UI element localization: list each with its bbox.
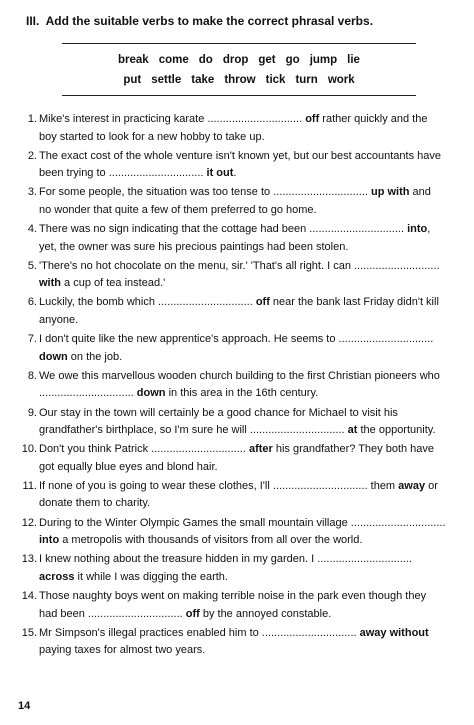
sentence-text: paying taxes for almost two years. (39, 644, 206, 657)
sentence-text: For some people, the situation was too tense to ............................... (39, 186, 371, 199)
exercise-item (18, 221, 446, 256)
exercise-item (18, 515, 446, 550)
sentence-text: a metropolis with thousands of visitors from all over the world. (59, 534, 363, 547)
sentence-text: Don't you think Patrick ............................... (39, 443, 249, 456)
particle-text: across (39, 570, 75, 583)
word-box-word: drop (222, 54, 249, 66)
particle-text: away (398, 479, 426, 492)
word-box-word: throw (224, 74, 256, 86)
exercise-item (18, 478, 446, 513)
exercise-item (18, 405, 446, 440)
exercise-item-number: 8. (27, 369, 37, 382)
particle-text: it out (206, 167, 234, 180)
exercise-item (18, 258, 446, 293)
sentence-text: Mike's interest in practicing karate ............................... (39, 113, 306, 125)
particle-text: down (136, 387, 166, 400)
exercise-heading (26, 14, 373, 28)
sentence-text: Our stay in the town will certainly be a good chance for Michael to visit his grandfather's birthplace, so I'm sure he will ............................... (39, 406, 398, 437)
sentence-text: rather quickly and the boy started to look for a new hobby to take up. (39, 113, 428, 143)
exercise-item-number: 13. (21, 553, 37, 566)
sentence-text: his grandfather? They both have got equally blue eyes and blond hair. (39, 443, 435, 473)
word-box-word: work (327, 74, 355, 86)
exercise-item-number: 10. (21, 443, 37, 456)
exercise-item-number: 6. (27, 296, 37, 309)
sentence-text: There was no sign indicating that the cottage had been ............................... (39, 223, 408, 236)
exercise-item (18, 441, 446, 476)
sentence-text: and no wonder that quite a few of them preferred to go home. (39, 186, 431, 216)
sentence-text: by the annoyed constable. (199, 607, 332, 620)
sentence-text: 'There's no hot chocolate on the menu, sir.' 'That's all right. I can ............................ (39, 259, 440, 272)
page-number: 14 (18, 700, 31, 712)
exercise-item (18, 588, 446, 623)
word-box-word: turn (295, 74, 318, 86)
exercise-item-number: 7. (27, 333, 37, 346)
exercise-item (18, 331, 446, 366)
exercise-item (18, 551, 446, 586)
exercise-item-number: 2. (27, 149, 37, 162)
exercise-item-number: 4. (27, 223, 37, 236)
exercise-item (18, 625, 446, 660)
word-box-word: lie (347, 54, 360, 66)
word-box-word: tick (265, 74, 286, 86)
word-box-word: settle (151, 74, 182, 86)
exercise-item (18, 184, 446, 219)
sentence-text: in this area in the 16th century. (165, 387, 319, 400)
exercise-item-number: 12. (21, 516, 37, 529)
exercise-item (18, 368, 446, 403)
sentence-text: Mr Simpson's illegal practices enabled him to ............................... (39, 626, 360, 639)
sentence-text: The exact cost of the whole venture isn't known yet, but our best accountants have been trying to ............................... (39, 149, 441, 180)
exercise-item-number: 11. (22, 479, 37, 492)
sentence-text: near the bank last Friday didn't kill anyone. (39, 296, 439, 327)
particle-text: with (39, 277, 61, 290)
word-box-word: put (123, 74, 142, 86)
exercise-item-number: 9. (27, 406, 37, 419)
word-box-word: go (285, 54, 300, 66)
sentence-text: . (233, 167, 237, 180)
word-box-word: come (158, 54, 189, 66)
word-box-word: take (191, 74, 215, 86)
exercise-item-number: 14. (21, 589, 37, 602)
exercise-item-number: 15. (21, 626, 37, 639)
word-box-top-rule (62, 43, 416, 44)
word-box-row-2 (62, 74, 416, 86)
word-box-bottom-rule (62, 95, 416, 96)
exercise-item-number: 3. (27, 186, 37, 199)
exercise-item-number: 1. (27, 113, 37, 125)
word-box-word: get (258, 54, 276, 66)
exercise-list (18, 111, 446, 661)
sentence-text: If none of you is going to wear these clothes, I'll ............................... them (39, 479, 399, 492)
sentence-text: on the job. (67, 350, 123, 363)
sentence-text: I don't quite like the new apprentice's approach. He seems to ............................... (39, 333, 434, 346)
particle-text: off (255, 296, 270, 309)
particle-text: off (305, 113, 320, 125)
exercise-item (18, 148, 446, 183)
particle-text: up with (371, 186, 410, 199)
word-box-word: do (198, 54, 213, 66)
particle-text: after (248, 443, 273, 456)
particle-text: into (39, 534, 60, 547)
particle-text: away without (359, 626, 429, 639)
exercise-item (18, 111, 446, 146)
word-box-word: break (118, 54, 149, 66)
particle-text: off (185, 607, 200, 620)
particle-text: into (407, 223, 428, 236)
sentence-text: , yet, the owner was sure his precious paintings had been stolen. (39, 223, 431, 253)
particle-text: down (39, 350, 68, 363)
sentence-text: Luckily, the bomb which ............................... (39, 296, 256, 309)
sentence-text: I knew nothing about the treasure hidden in my garden. I ............................... (39, 553, 412, 566)
exercise-instruction: Add the suitable verbs to make the correct phrasal verbs. (45, 14, 374, 28)
exercise-item-number: 5. (27, 259, 37, 272)
sentence-text: the opportunity. (357, 424, 436, 437)
sentence-text: a cup of tea instead.' (61, 277, 166, 290)
word-box-word: jump (309, 54, 338, 66)
sentence-text: During to the Winter Olympic Games the small mountain village ............................... (39, 516, 446, 529)
sentence-text: Those naughty boys went on making terrible noise in the park even though they had been ............................... (39, 589, 427, 620)
word-box-row-1 (62, 54, 416, 66)
sentence-text: it while I was digging the earth. (74, 570, 228, 583)
exercise-item (18, 294, 446, 329)
sentence-text: or donate them to charity. (39, 479, 438, 510)
exercise-number: III. (26, 14, 40, 28)
particle-text: at (347, 424, 358, 437)
sentence-text: We owe this marvellous wooden church building to the first Christian pioneers who ............................... (39, 369, 440, 400)
